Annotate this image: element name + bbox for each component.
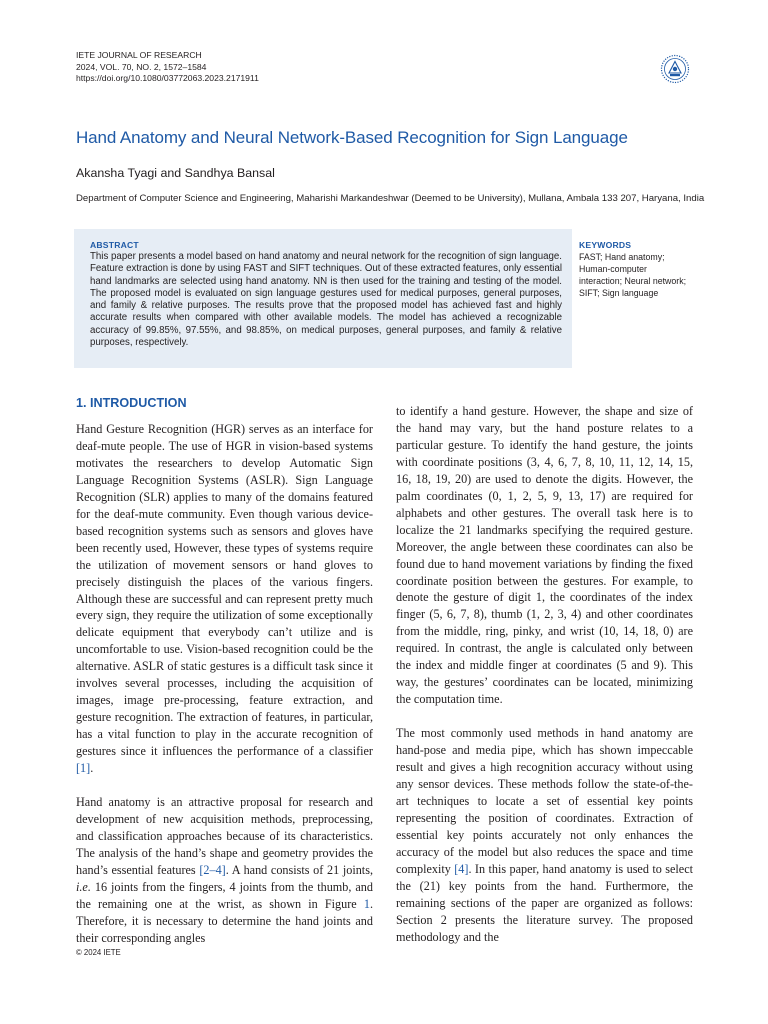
abstract-text: This paper presents a model based on hand anatomy and neural network for the recognition of sign language. Feature extraction is done by using FAST and SIFT techniques. Out of these extracted features, only essential hand landmarks are selected using hand anatomy. NN is then used for the training and testing of the model. The proposed model is evaluated on sign language gestures used for medical purposes, general purposes, and family & relative purposes. The results prove that the proposed model has achieved fast and highly accurate results when compared with other available models. The model has achieved a recognizable accuracy of 99.85%, 97.55%, and 98.85%, on medical purposes, general purposes, and family & relative purposes, respectively. (90, 251, 562, 349)
keyword-line: FAST; Hand anatomy; (579, 252, 665, 262)
citation-link[interactable]: [1] (76, 761, 91, 776)
affiliation: Department of Computer Science and Engineering, Maharishi Markandeshwar (Deemed to be University), Mullana, Ambala 133 207, Haryana, India (76, 193, 705, 204)
paragraph (76, 794, 373, 947)
journal-volume: 2024, VOL. 70, NO. 2, 1572–1584 (76, 61, 207, 72)
journal-header (76, 50, 259, 85)
paragraph: to identify a hand gesture. However, the shape and size of the hand may vary, but the hand posture relates to a particular gesture. To identify the hand gesture, the joints with coordinate positions (3, 4, 6, 7, 8, 10, 11, 12, 14, 15, 16, 18, 19, 20) are used to denote the digits. However, the palm coordinates (0, 1, 2, 5, 9, 13, 17) are required for alphabets and other gestures. The overall task here is to localize the 21 landmarks specifying the required gesture. Moreover, the angle between these coordinates can also be found due to hand movement variations by finding the fixed coordinate position between the gestures. For example, to denote the gesture of digit 1, the coordinates of the index finger (5, 6, 7, 8), thumb (1, 2, 3, 4) and other coordinates from the middle, ring, pinky, and wrist (10, 14, 18, 0) are required. In contrast, the angle is calculated only between the index and middle finger at coordinates (5 and 9). This way, the gestures’ coordinates can be located, minimizing the computation time. (396, 404, 693, 707)
italic-text: i.e. (76, 879, 91, 894)
doi-link[interactable]: https://doi.org/10.1080/03772063.2023.2171911 (76, 73, 259, 83)
left-column (76, 421, 373, 947)
paragraph-text: . A hand consists of 21 joints, (225, 862, 373, 877)
keywords-label: KEYWORDS (579, 240, 632, 250)
iete-logo-icon (660, 54, 690, 84)
abstract-box (74, 229, 572, 368)
keywords-block (579, 240, 704, 299)
paragraph-text: 16 joints from the fingers, 4 joints from the thumb, and the remaining one at the wrist, as shown in Figure (76, 879, 373, 911)
paragraph (76, 421, 373, 777)
paragraph-text: Hand Gesture Recognition (HGR) serves as an interface for deaf-mute people. The use of HGR in vision-based systems motivates the researchers to develop Automatic Sign Language Recognition Systems (ASLR). Sign Language Recognition (SLR) applies to many of the domains featured for the deaf-mute community. Even though various device-based recognition systems such as sensors and gloves have been recently used, However, these types of systems require the utilization of movement sensors or hand gloves to precisely distinguish the places of the various fingers. Although these are successful and can represent pretty much every sign, they require the utilization of some exceptionally delicate equipment that everybody can’t utilize and is uncomfortable to use. Vision-based recognition could be the alternative. ASLR of static gestures is a difficult task since it involves several processes, including the acquisition of images, image pre-processing, feature extraction, and gesture recognition. The extraction of features, in particular, has a vital function to play in the accurate recognition of gestures since it influences the performance of a classifier (76, 422, 373, 759)
paragraph-text: Hand anatomy is an attractive proposal for research and development of new acquisition methods, preprocessing, and classification approaches because of its characteristics. The analysis of the hand’s shape and geometry provides the hand’s essential features (76, 794, 373, 877)
keyword-line: Human-computer (579, 264, 647, 274)
paragraph-text: . Therefore, it is necessary to determine the hand joints and their corresponding angles (76, 896, 373, 945)
keyword-line: interaction; Neural network; (579, 276, 687, 286)
right-column (396, 403, 693, 945)
citation-link[interactable]: [4] (454, 861, 469, 876)
keyword-line: SIFT; Sign language (579, 288, 659, 298)
citation-link[interactable]: [2–4] (199, 862, 226, 877)
copyright-footer: © 2024 IETE (76, 948, 121, 957)
section-heading-introduction: 1. INTRODUCTION (76, 396, 187, 410)
authors: Akansha Tyagi and Sandhya Bansal (76, 166, 275, 180)
abstract-label: ABSTRACT (90, 240, 139, 250)
journal-name: IETE JOURNAL OF RESEARCH (76, 50, 202, 60)
paper-title: Hand Anatomy and Neural Network-Based Recognition for Sign Language (76, 128, 628, 147)
paragraph-text: The most commonly used methods in hand anatomy are hand-pose and media pipe, which has shown impeccable result and gives a high recognition accuracy without using any sensor devices. These methods follow the state-of-the-art techniques to locate a set of essential key points representing the position of coordinates. Extraction of essential key points accurately not only enhances the accuracy of the model but also reduces the space and time complexity (396, 726, 693, 876)
figure-link[interactable]: 1 (363, 896, 370, 911)
paragraph (396, 725, 693, 945)
paragraph-text: . (90, 761, 94, 776)
paragraph-text: . In this paper, hand anatomy is used to select the (21) key points from the hand. Furthermore, the remaining sections of the paper are organized as follows: Section 2 presents the literature survey. The proposed methodology and the (396, 861, 693, 944)
